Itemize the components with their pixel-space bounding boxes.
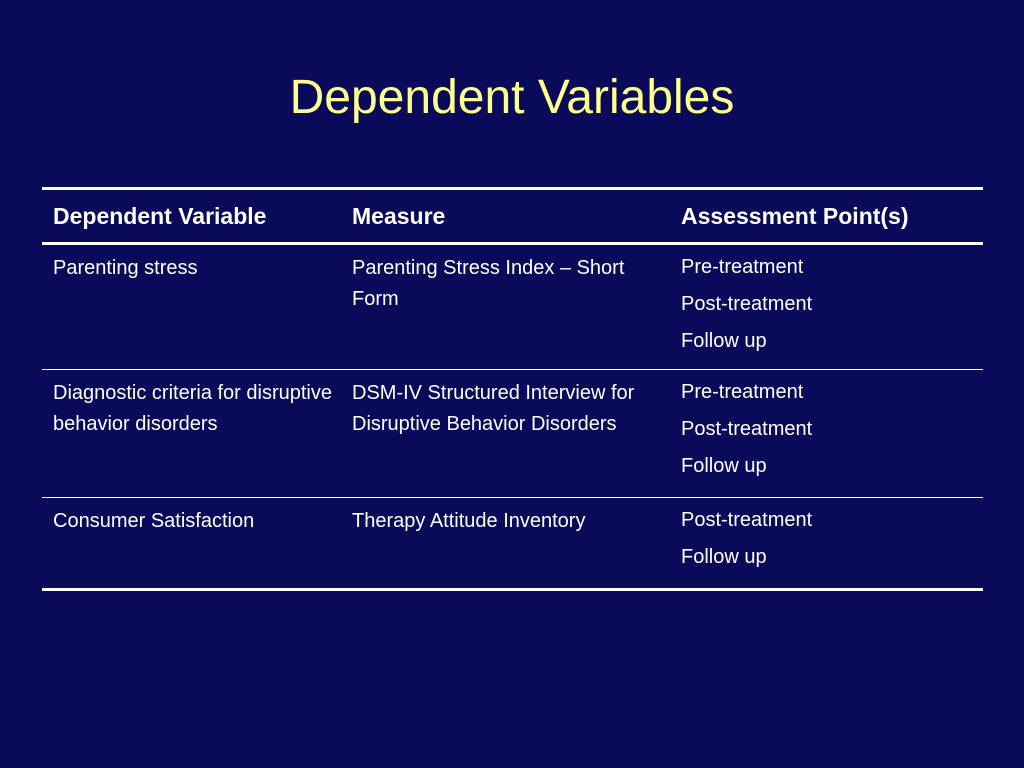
assessment-point: Follow up bbox=[681, 455, 767, 477]
dependent-variables-table bbox=[42, 187, 983, 591]
assessment-point: Post-treatment bbox=[681, 293, 813, 315]
assessment-point: Post-treatment bbox=[681, 509, 813, 531]
header-measure: Measure bbox=[352, 203, 446, 229]
row-measure: DSM-IV Structured Interview for Disruptive Behavior Disorders bbox=[352, 382, 635, 435]
table-header-row bbox=[42, 190, 983, 242]
slide-title: Dependent Variables bbox=[289, 71, 735, 124]
table-bottom-rule bbox=[42, 588, 983, 591]
row-assessment-points bbox=[681, 502, 971, 576]
row-variable: Parenting stress bbox=[53, 257, 198, 279]
table-row bbox=[42, 370, 983, 497]
assessment-point: Post-treatment bbox=[681, 418, 813, 440]
table-row bbox=[42, 245, 983, 369]
row-measure: Parenting Stress Index – Short Form bbox=[352, 257, 625, 310]
row-variable: Diagnostic criteria for disruptive behavior disorders bbox=[53, 382, 332, 435]
row-assessment-points bbox=[681, 374, 971, 485]
row-measure: Therapy Attitude Inventory bbox=[352, 510, 586, 532]
row-assessment-points bbox=[681, 249, 971, 360]
table-row bbox=[42, 498, 983, 588]
assessment-point: Follow up bbox=[681, 546, 767, 568]
assessment-point: Follow up bbox=[681, 330, 767, 352]
assessment-point: Pre-treatment bbox=[681, 381, 804, 403]
assessment-point: Pre-treatment bbox=[681, 256, 804, 278]
row-variable: Consumer Satisfaction bbox=[53, 510, 255, 532]
header-assessment-points: Assessment Point(s) bbox=[681, 203, 909, 229]
header-dependent-variable: Dependent Variable bbox=[53, 203, 267, 229]
